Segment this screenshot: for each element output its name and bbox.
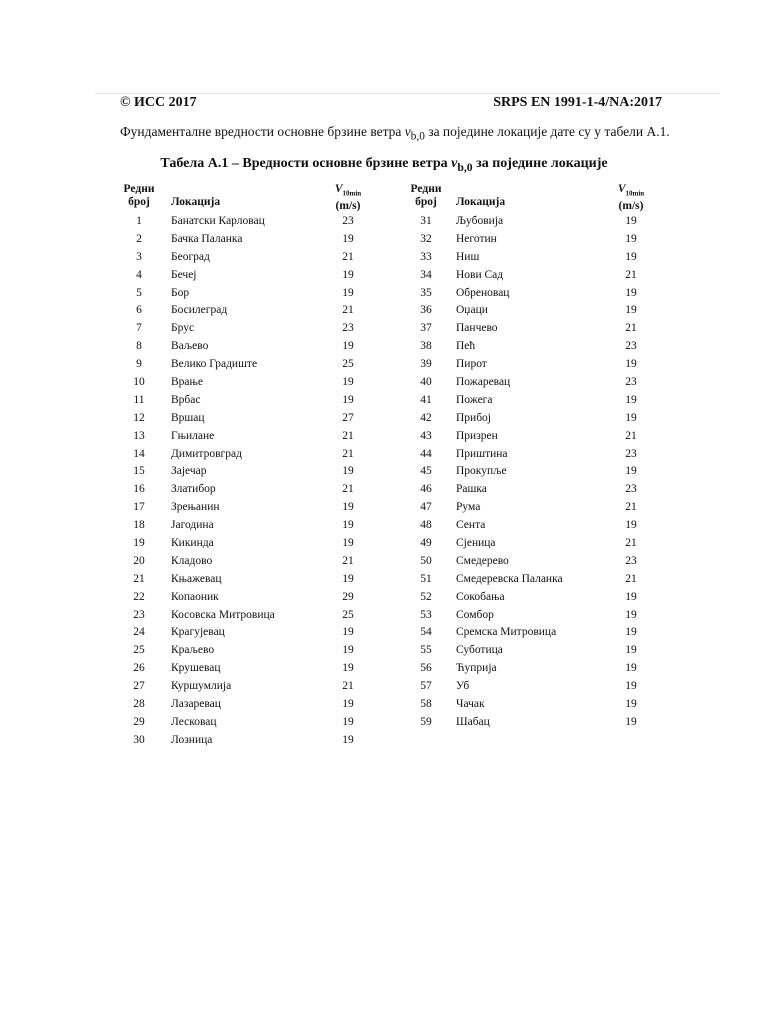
row-speed: 19 [342, 393, 354, 406]
table-row [405, 517, 655, 535]
caption-text-before: Табела А.1 – Вредности основне брзине ветра [160, 156, 452, 171]
row-number: 6 [136, 304, 142, 317]
row-location: Копаоник [171, 590, 219, 603]
row-number: 5 [136, 286, 142, 299]
row-speed: 23 [342, 322, 354, 335]
row-speed: 21 [342, 250, 354, 263]
row-number: 12 [133, 411, 145, 424]
row-number: 49 [420, 537, 432, 550]
row-speed: 19 [625, 626, 637, 639]
row-number: 31 [420, 215, 432, 227]
table-row [118, 660, 380, 678]
row-speed: 19 [342, 733, 354, 746]
table-row [118, 285, 380, 303]
row-location: Кладово [171, 554, 213, 567]
row-location: Кикинда [171, 537, 214, 550]
row-number: 3 [136, 250, 142, 263]
row-speed: 19 [342, 626, 354, 639]
row-location: Јагодина [171, 519, 214, 532]
row-speed: 21 [342, 304, 354, 317]
table-row [405, 589, 655, 607]
row-speed: 21 [625, 501, 637, 514]
standard-code: SRPS EN 1991-1-4/NA:2017 [493, 95, 662, 110]
row-location: Љубовија [456, 215, 504, 227]
row-number: 47 [420, 501, 432, 514]
row-location: Босилеград [171, 304, 228, 317]
row-speed: 19 [625, 680, 637, 693]
table-row [118, 446, 380, 464]
row-speed: 23 [625, 340, 637, 353]
row-number: 48 [420, 519, 432, 532]
header-number [405, 183, 447, 209]
table-row [118, 374, 380, 392]
row-location: Сремска Митровица [456, 626, 557, 639]
table-row [118, 213, 380, 231]
table-row [405, 356, 655, 374]
row-number: 13 [133, 429, 145, 442]
row-location: Лазаревац [171, 698, 221, 711]
row-location: Куршумлија [171, 680, 232, 693]
table-row [118, 553, 380, 571]
caption-subscript: b,0 [457, 160, 473, 174]
row-number: 55 [420, 644, 432, 657]
row-number: 40 [420, 376, 432, 389]
row-location: Златибор [171, 483, 216, 496]
row-number: 33 [420, 250, 432, 263]
table-row [118, 302, 380, 320]
row-location: Рашка [456, 483, 487, 496]
row-location: Прокупље [456, 465, 507, 478]
table-row [118, 356, 380, 374]
row-location: Бачка Паланка [171, 232, 243, 245]
row-number: 24 [133, 626, 145, 639]
row-speed: 19 [342, 465, 354, 478]
table-row [405, 213, 655, 231]
table-row [118, 231, 380, 249]
row-speed: 19 [342, 501, 354, 514]
row-number: 51 [420, 572, 432, 585]
row-location: Панчево [456, 322, 498, 335]
row-location: Књажевац [171, 572, 222, 585]
row-number: 38 [420, 340, 432, 353]
row-number: 56 [420, 662, 432, 675]
row-location: Банатски Карловац [171, 215, 265, 227]
table-row [118, 732, 380, 750]
row-speed: 21 [625, 537, 637, 550]
table-row [405, 374, 655, 392]
table-row [118, 642, 380, 660]
row-speed: 23 [625, 376, 637, 389]
row-location: Краљево [171, 644, 215, 657]
row-location: Пожега [456, 393, 493, 406]
row-number: 28 [133, 698, 145, 711]
row-speed: 19 [625, 393, 637, 406]
row-number: 1 [136, 215, 142, 227]
row-location: Ниш [456, 250, 480, 263]
row-number: 18 [133, 519, 145, 532]
row-number: 57 [420, 680, 432, 693]
row-speed: 19 [342, 376, 354, 389]
row-number: 2 [136, 232, 142, 245]
row-location: Неготин [456, 232, 497, 245]
row-number: 21 [133, 572, 145, 585]
header-rule [95, 93, 720, 94]
row-location: Приштина [456, 447, 508, 460]
row-location: Врбас [171, 393, 201, 406]
row-location: Сента [456, 519, 486, 532]
row-number: 50 [420, 554, 432, 567]
row-location: Пећ [456, 340, 476, 353]
table-row [405, 267, 655, 285]
table-row [405, 624, 655, 642]
header-location: Локација [456, 196, 506, 208]
row-number: 43 [420, 429, 432, 442]
row-speed: 19 [342, 644, 354, 657]
row-number: 22 [133, 590, 145, 603]
row-number: 25 [133, 644, 145, 657]
row-location: Зајечар [171, 465, 207, 478]
row-speed: 21 [342, 554, 354, 567]
row-speed: 19 [342, 286, 354, 299]
row-location: Лесковац [171, 715, 217, 728]
header-number-line1: Редни [410, 183, 442, 195]
row-location: Сомбор [456, 608, 494, 621]
row-speed: 29 [342, 590, 354, 603]
row-number: 41 [420, 393, 432, 406]
row-number: 17 [133, 501, 145, 514]
row-location: Лозница [171, 733, 213, 746]
table-row [405, 499, 655, 517]
row-speed: 19 [342, 268, 354, 281]
row-speed: 19 [625, 250, 637, 263]
row-location: Вршац [171, 411, 205, 424]
row-number: 20 [133, 554, 145, 567]
header-number [118, 183, 160, 209]
table-row [405, 678, 655, 696]
row-number: 7 [136, 322, 142, 335]
row-speed: 19 [625, 358, 637, 371]
row-location: Бор [171, 286, 190, 299]
row-speed: 19 [625, 304, 637, 317]
copyright-label: © ИСС 2017 [120, 95, 197, 110]
row-number: 27 [133, 680, 145, 693]
row-speed: 19 [342, 519, 354, 532]
row-speed: 21 [625, 572, 637, 585]
row-location: Пирот [456, 358, 487, 371]
intro-text-after: за поједине локације дате су у табели А.1. [424, 124, 670, 139]
header-speed-symbol: V [334, 183, 343, 195]
row-location: Сокобања [456, 590, 505, 603]
table-row [405, 428, 655, 446]
row-speed: 23 [342, 215, 354, 227]
table-caption [0, 156, 768, 174]
row-location: Обреновац [456, 286, 510, 299]
page-header [120, 95, 662, 115]
table-row [118, 517, 380, 535]
table-row [405, 535, 655, 553]
table-row [118, 571, 380, 589]
row-speed: 19 [342, 662, 354, 675]
row-number: 53 [420, 608, 432, 621]
intro-subscript: b,0 [410, 130, 425, 143]
row-location: Пожаревац [456, 376, 511, 389]
table-row [405, 320, 655, 338]
row-location: Шабац [456, 715, 490, 728]
row-number: 32 [420, 232, 432, 245]
row-location: Зрењанин [171, 501, 220, 514]
row-speed: 21 [342, 429, 354, 442]
row-location: Крушевац [171, 662, 221, 675]
row-speed: 25 [342, 608, 354, 621]
row-speed: 19 [625, 644, 637, 657]
row-speed: 25 [342, 358, 354, 371]
table-row [118, 249, 380, 267]
row-speed: 19 [342, 232, 354, 245]
row-location: Смедерево [456, 554, 509, 567]
row-number: 45 [420, 465, 432, 478]
table-row [118, 535, 380, 553]
intro-paragraph [120, 124, 670, 143]
row-number: 44 [420, 447, 432, 460]
row-number: 59 [420, 715, 432, 728]
row-number: 35 [420, 286, 432, 299]
row-speed: 19 [625, 590, 637, 603]
header-location: Локација [171, 196, 221, 208]
row-number: 15 [133, 465, 145, 478]
table-left-column [118, 183, 380, 750]
header-number-line2: број [415, 196, 437, 208]
row-number: 36 [420, 304, 432, 317]
row-speed: 19 [342, 572, 354, 585]
row-location: Ваљево [171, 340, 209, 353]
row-location: Ћуприја [456, 662, 497, 675]
table-row [405, 642, 655, 660]
row-location: Оџаци [456, 304, 488, 317]
table-row [405, 249, 655, 267]
table-rows-left [118, 213, 380, 750]
table-row [405, 553, 655, 571]
header-number-line1: Редни [123, 183, 155, 195]
table-row [405, 571, 655, 589]
row-location: Врање [171, 376, 203, 389]
row-number: 26 [133, 662, 145, 675]
table-header [118, 183, 380, 213]
table-row [405, 285, 655, 303]
row-location: Гњилане [171, 429, 215, 442]
row-speed: 19 [342, 537, 354, 550]
table-row [118, 392, 380, 410]
table-row [118, 714, 380, 732]
table-row [118, 499, 380, 517]
row-number: 23 [133, 608, 145, 621]
intro-symbol: v [404, 124, 411, 139]
table-row [405, 302, 655, 320]
row-number: 9 [136, 358, 142, 371]
row-location: Крагујевац [171, 626, 225, 639]
row-speed: 21 [342, 680, 354, 693]
table-row [118, 589, 380, 607]
table-row [118, 696, 380, 714]
table-row [118, 410, 380, 428]
row-number: 58 [420, 698, 432, 711]
row-number: 42 [420, 411, 432, 424]
row-location: Чачак [456, 698, 485, 711]
header-speed [323, 183, 373, 213]
row-speed: 19 [342, 698, 354, 711]
row-speed: 27 [342, 411, 354, 424]
table-right-column [405, 183, 655, 732]
intro-text-before: Фундаменталне вредности основне брзине ветра [120, 124, 405, 139]
row-number: 16 [133, 483, 145, 496]
table-row [405, 463, 655, 481]
table-row [405, 481, 655, 499]
row-number: 11 [133, 393, 145, 406]
row-speed: 19 [625, 519, 637, 532]
header-speed [606, 183, 656, 213]
table-row [118, 607, 380, 625]
table-row [405, 660, 655, 678]
row-speed: 19 [625, 662, 637, 675]
row-location: Бечеј [171, 268, 197, 281]
row-number: 29 [133, 715, 145, 728]
table-row [405, 696, 655, 714]
header-speed-subscript: 10min [342, 189, 362, 198]
row-location: Београд [171, 250, 210, 263]
table-row [405, 410, 655, 428]
table-row [118, 428, 380, 446]
row-location: Косовска Митровица [171, 608, 275, 621]
row-speed: 19 [625, 715, 637, 728]
caption-text-after: за поједине локације [472, 156, 608, 171]
header-speed-subscript: 10min [625, 189, 645, 198]
table-row [405, 392, 655, 410]
row-number: 52 [420, 590, 432, 603]
row-speed: 21 [625, 322, 637, 335]
row-location: Рума [456, 501, 481, 514]
row-location: Призрен [456, 429, 498, 442]
row-speed: 23 [625, 554, 637, 567]
row-number: 34 [420, 268, 432, 281]
table-rows-right [405, 213, 655, 732]
row-speed: 19 [625, 411, 637, 424]
row-speed: 19 [625, 698, 637, 711]
row-speed: 19 [342, 340, 354, 353]
row-location: Сјеница [456, 537, 496, 550]
row-number: 30 [133, 733, 145, 746]
row-speed: 19 [625, 215, 637, 227]
row-speed: 19 [625, 232, 637, 245]
row-location: Смедеревска Паланка [456, 572, 563, 585]
row-location: Уб [456, 680, 470, 693]
row-speed: 21 [625, 429, 637, 442]
row-number: 19 [133, 537, 145, 550]
row-speed: 21 [342, 483, 354, 496]
table-row [118, 678, 380, 696]
row-speed: 19 [342, 715, 354, 728]
row-speed: 19 [625, 465, 637, 478]
header-speed-symbol: V [617, 183, 626, 195]
header-speed-unit: (m/s) [618, 200, 644, 213]
row-speed: 19 [625, 286, 637, 299]
table-row [118, 624, 380, 642]
row-speed: 21 [342, 447, 354, 460]
row-location: Суботица [456, 644, 503, 657]
row-number: 8 [136, 340, 142, 353]
row-speed: 19 [625, 608, 637, 621]
table-row [405, 231, 655, 249]
table-row [405, 338, 655, 356]
table-row [118, 481, 380, 499]
row-number: 37 [420, 322, 432, 335]
header-number-line2: број [128, 196, 150, 208]
row-speed: 23 [625, 447, 637, 460]
row-location: Велико Градиште [171, 358, 258, 371]
row-number: 39 [420, 358, 432, 371]
table-row [405, 607, 655, 625]
row-number: 54 [420, 626, 432, 639]
row-location: Димитровград [171, 447, 242, 460]
table-row [405, 446, 655, 464]
row-number: 46 [420, 483, 432, 496]
row-number: 14 [133, 447, 145, 460]
row-location: Брус [171, 322, 195, 335]
table-row [118, 338, 380, 356]
table-row [405, 714, 655, 732]
header-speed-unit: (m/s) [335, 200, 361, 213]
caption-symbol: v [451, 156, 458, 171]
table-row [118, 320, 380, 338]
table-row [118, 267, 380, 285]
row-location: Нови Сад [456, 268, 504, 281]
row-number: 10 [133, 376, 145, 389]
table-header [405, 183, 655, 213]
table-row [118, 463, 380, 481]
row-number: 4 [136, 268, 142, 281]
row-speed: 23 [625, 483, 637, 496]
row-speed: 21 [625, 268, 637, 281]
row-location: Прибој [456, 411, 492, 424]
